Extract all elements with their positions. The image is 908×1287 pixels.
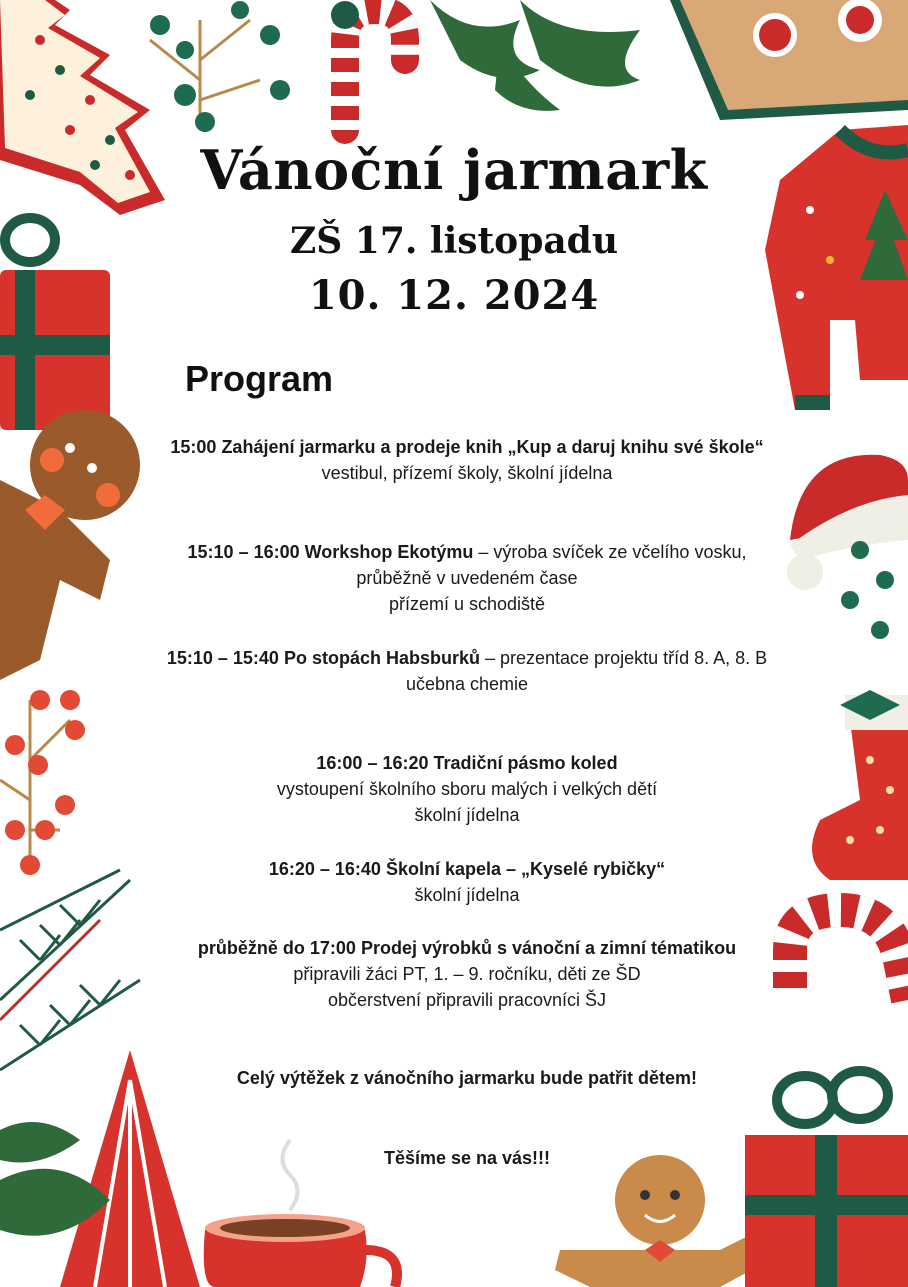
program-item xyxy=(150,434,784,486)
program-item xyxy=(150,856,784,908)
item-name: Workshop Ekotýmu xyxy=(304,542,474,562)
item-location: školní jídelna xyxy=(414,885,520,905)
santa-hat-icon xyxy=(787,455,908,639)
item-name: Tradiční pásmo koled xyxy=(433,753,618,773)
item-location: vestibul, přízemí školy, školní jídelna xyxy=(321,463,613,483)
event-title: Vánoční jarmark xyxy=(200,138,708,202)
item-description: – výroba svíček ze včelího vosku, průběžně v uvedeném čase xyxy=(356,542,747,588)
item-name: Školní kapela – „Kyselé rybičky“ xyxy=(385,859,666,879)
school-name: ZŠ 17. listopadu xyxy=(289,220,619,262)
item-location: občerstvení připravili pracovníci ŠJ xyxy=(327,990,607,1010)
gift-box-icon xyxy=(745,1071,908,1287)
item-location: přízemí u schodiště xyxy=(388,594,546,614)
item-time: 15:00 xyxy=(170,437,217,457)
gingerbread-man-icon xyxy=(555,1155,770,1287)
closing-note: Těšíme se na vás!!! xyxy=(383,1148,551,1168)
item-time: průběžně do 17:00 xyxy=(197,938,356,958)
candy-cane-icon xyxy=(331,1,405,130)
item-time: 15:10 – 16:00 xyxy=(187,542,300,562)
item-name: Prodej výrobků s vánoční a zimní tématikou xyxy=(360,938,737,958)
program-item xyxy=(150,935,784,1013)
gingerbread-man-icon xyxy=(0,410,140,680)
item-location: učebna chemie xyxy=(405,674,529,694)
program-heading: Program xyxy=(185,358,334,399)
item-name: Po stopách Habsburků xyxy=(283,648,480,668)
stocking-icon xyxy=(812,690,908,880)
event-date: 10. 12. 2024 xyxy=(308,272,600,319)
item-time: 16:20 – 16:40 xyxy=(268,859,381,879)
gingerbread-house-icon xyxy=(670,0,908,120)
pine-branch-icon xyxy=(0,870,140,1070)
item-description: – prezentace projektu tříd 8. A, 8. B xyxy=(479,648,768,668)
item-location: školní jídelna xyxy=(414,805,520,825)
item-name: Zahájení jarmarku a prodeje knih „Kup a daruj knihu své škole“ xyxy=(221,437,764,457)
berry-sprig-icon xyxy=(150,1,290,132)
program-item xyxy=(150,645,784,697)
red-berries-icon xyxy=(0,690,85,875)
item-location: vystoupení školního sboru malých i velkých dětí xyxy=(276,779,658,799)
candy-cane-icon xyxy=(790,910,908,1000)
program-item xyxy=(150,750,784,828)
item-location: připravili žáci PT, 1. – 9. ročníku, děti ze ŠD xyxy=(293,964,641,984)
program-item xyxy=(150,539,784,617)
item-time: 15:10 – 15:40 xyxy=(166,648,279,668)
holly-leaves-icon xyxy=(430,0,640,111)
item-time: 16:00 – 16:20 xyxy=(316,753,429,773)
proceeds-note: Celý výtěžek z vánočního jarmarku bude patřit dětem! xyxy=(236,1068,698,1088)
